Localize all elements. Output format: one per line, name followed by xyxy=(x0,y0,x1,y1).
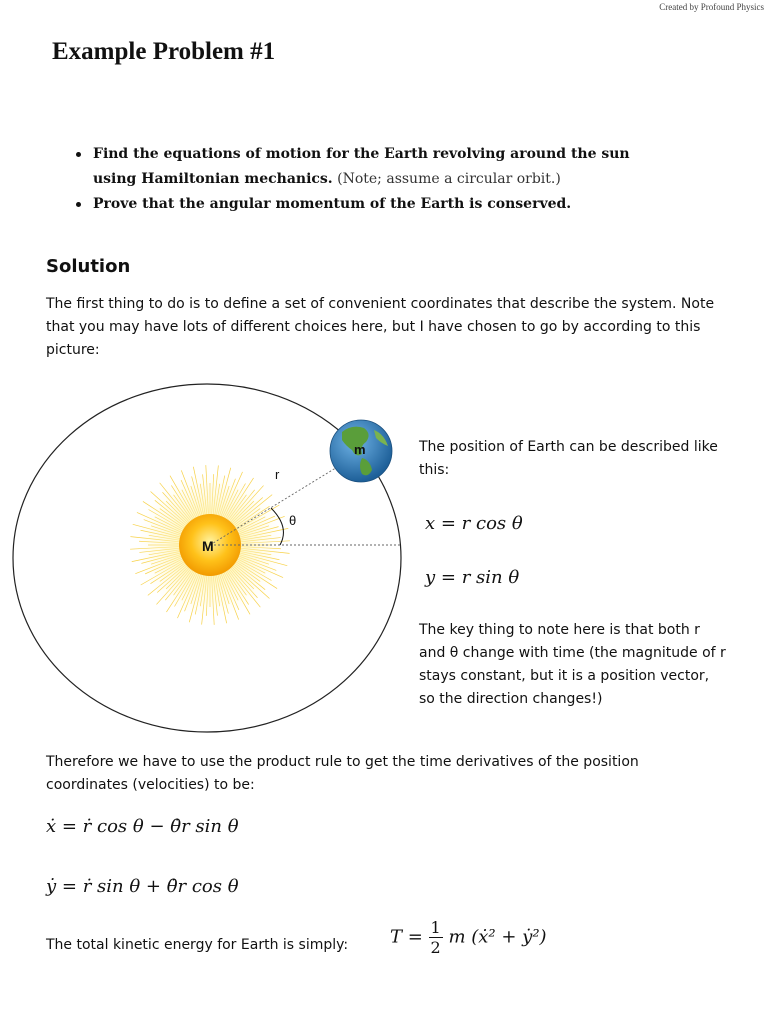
problem-list xyxy=(72,142,632,217)
key-note-paragraph: The key thing to note here is that both r and θ change with time (the magnitude of r stays constant, but it is a position vector, so the direction changes!) xyxy=(419,622,726,707)
fraction-denominator: 2 xyxy=(430,938,441,957)
kinetic-rhs: m (ẋ² + ẏ²) xyxy=(448,926,547,948)
problem-item-1 xyxy=(72,142,632,192)
radius-label: r xyxy=(275,467,280,482)
equation-y-dot: ẏ = ṙ sin θ + θ̇r cos θ xyxy=(46,876,239,897)
credit-text: Created by Profound Physics xyxy=(659,2,764,12)
equation-x: x = r cos θ xyxy=(425,513,523,534)
equation-kinetic-energy xyxy=(390,918,547,957)
position-description: The position of Earth can be described like this: xyxy=(419,439,718,478)
product-rule-paragraph: Therefore we have to use the product rule to get the time derivatives of the position coordinates (velocities) to be: xyxy=(46,754,639,793)
kinetic-energy-text: The total kinetic energy for Earth is simply: xyxy=(46,937,349,953)
problem-1-note: (Note; assume a circular orbit.) xyxy=(337,171,561,187)
fraction-numerator: 1 xyxy=(430,918,441,937)
angle-label: θ xyxy=(289,513,297,528)
problem-item-2 xyxy=(72,192,632,217)
intro-paragraph: The first thing to do is to define a set of convenient coordinates that describe the system. Note that you may have lots of different choices here, but I have chosen to go by according to this picture: xyxy=(46,296,715,358)
problem-1-text: Find the equations of motion for the Earth revolving around the sun using Hamiltonian mechanics. xyxy=(93,146,630,187)
solution-heading: Solution xyxy=(46,256,131,277)
earth-label: m xyxy=(354,442,366,457)
kinetic-lhs: T = xyxy=(390,926,423,948)
page-title: Example Problem #1 xyxy=(52,38,276,65)
half-fraction xyxy=(429,918,443,957)
problem-2-text: Prove that the angular momentum of the Earth is conserved. xyxy=(93,196,572,212)
equation-y: y = r sin θ xyxy=(425,567,520,588)
equation-x-dot: ẋ = ṙ cos θ − θ̇r sin θ xyxy=(46,816,239,837)
orbit-diagram xyxy=(0,374,410,734)
sun-label: M xyxy=(202,538,214,554)
